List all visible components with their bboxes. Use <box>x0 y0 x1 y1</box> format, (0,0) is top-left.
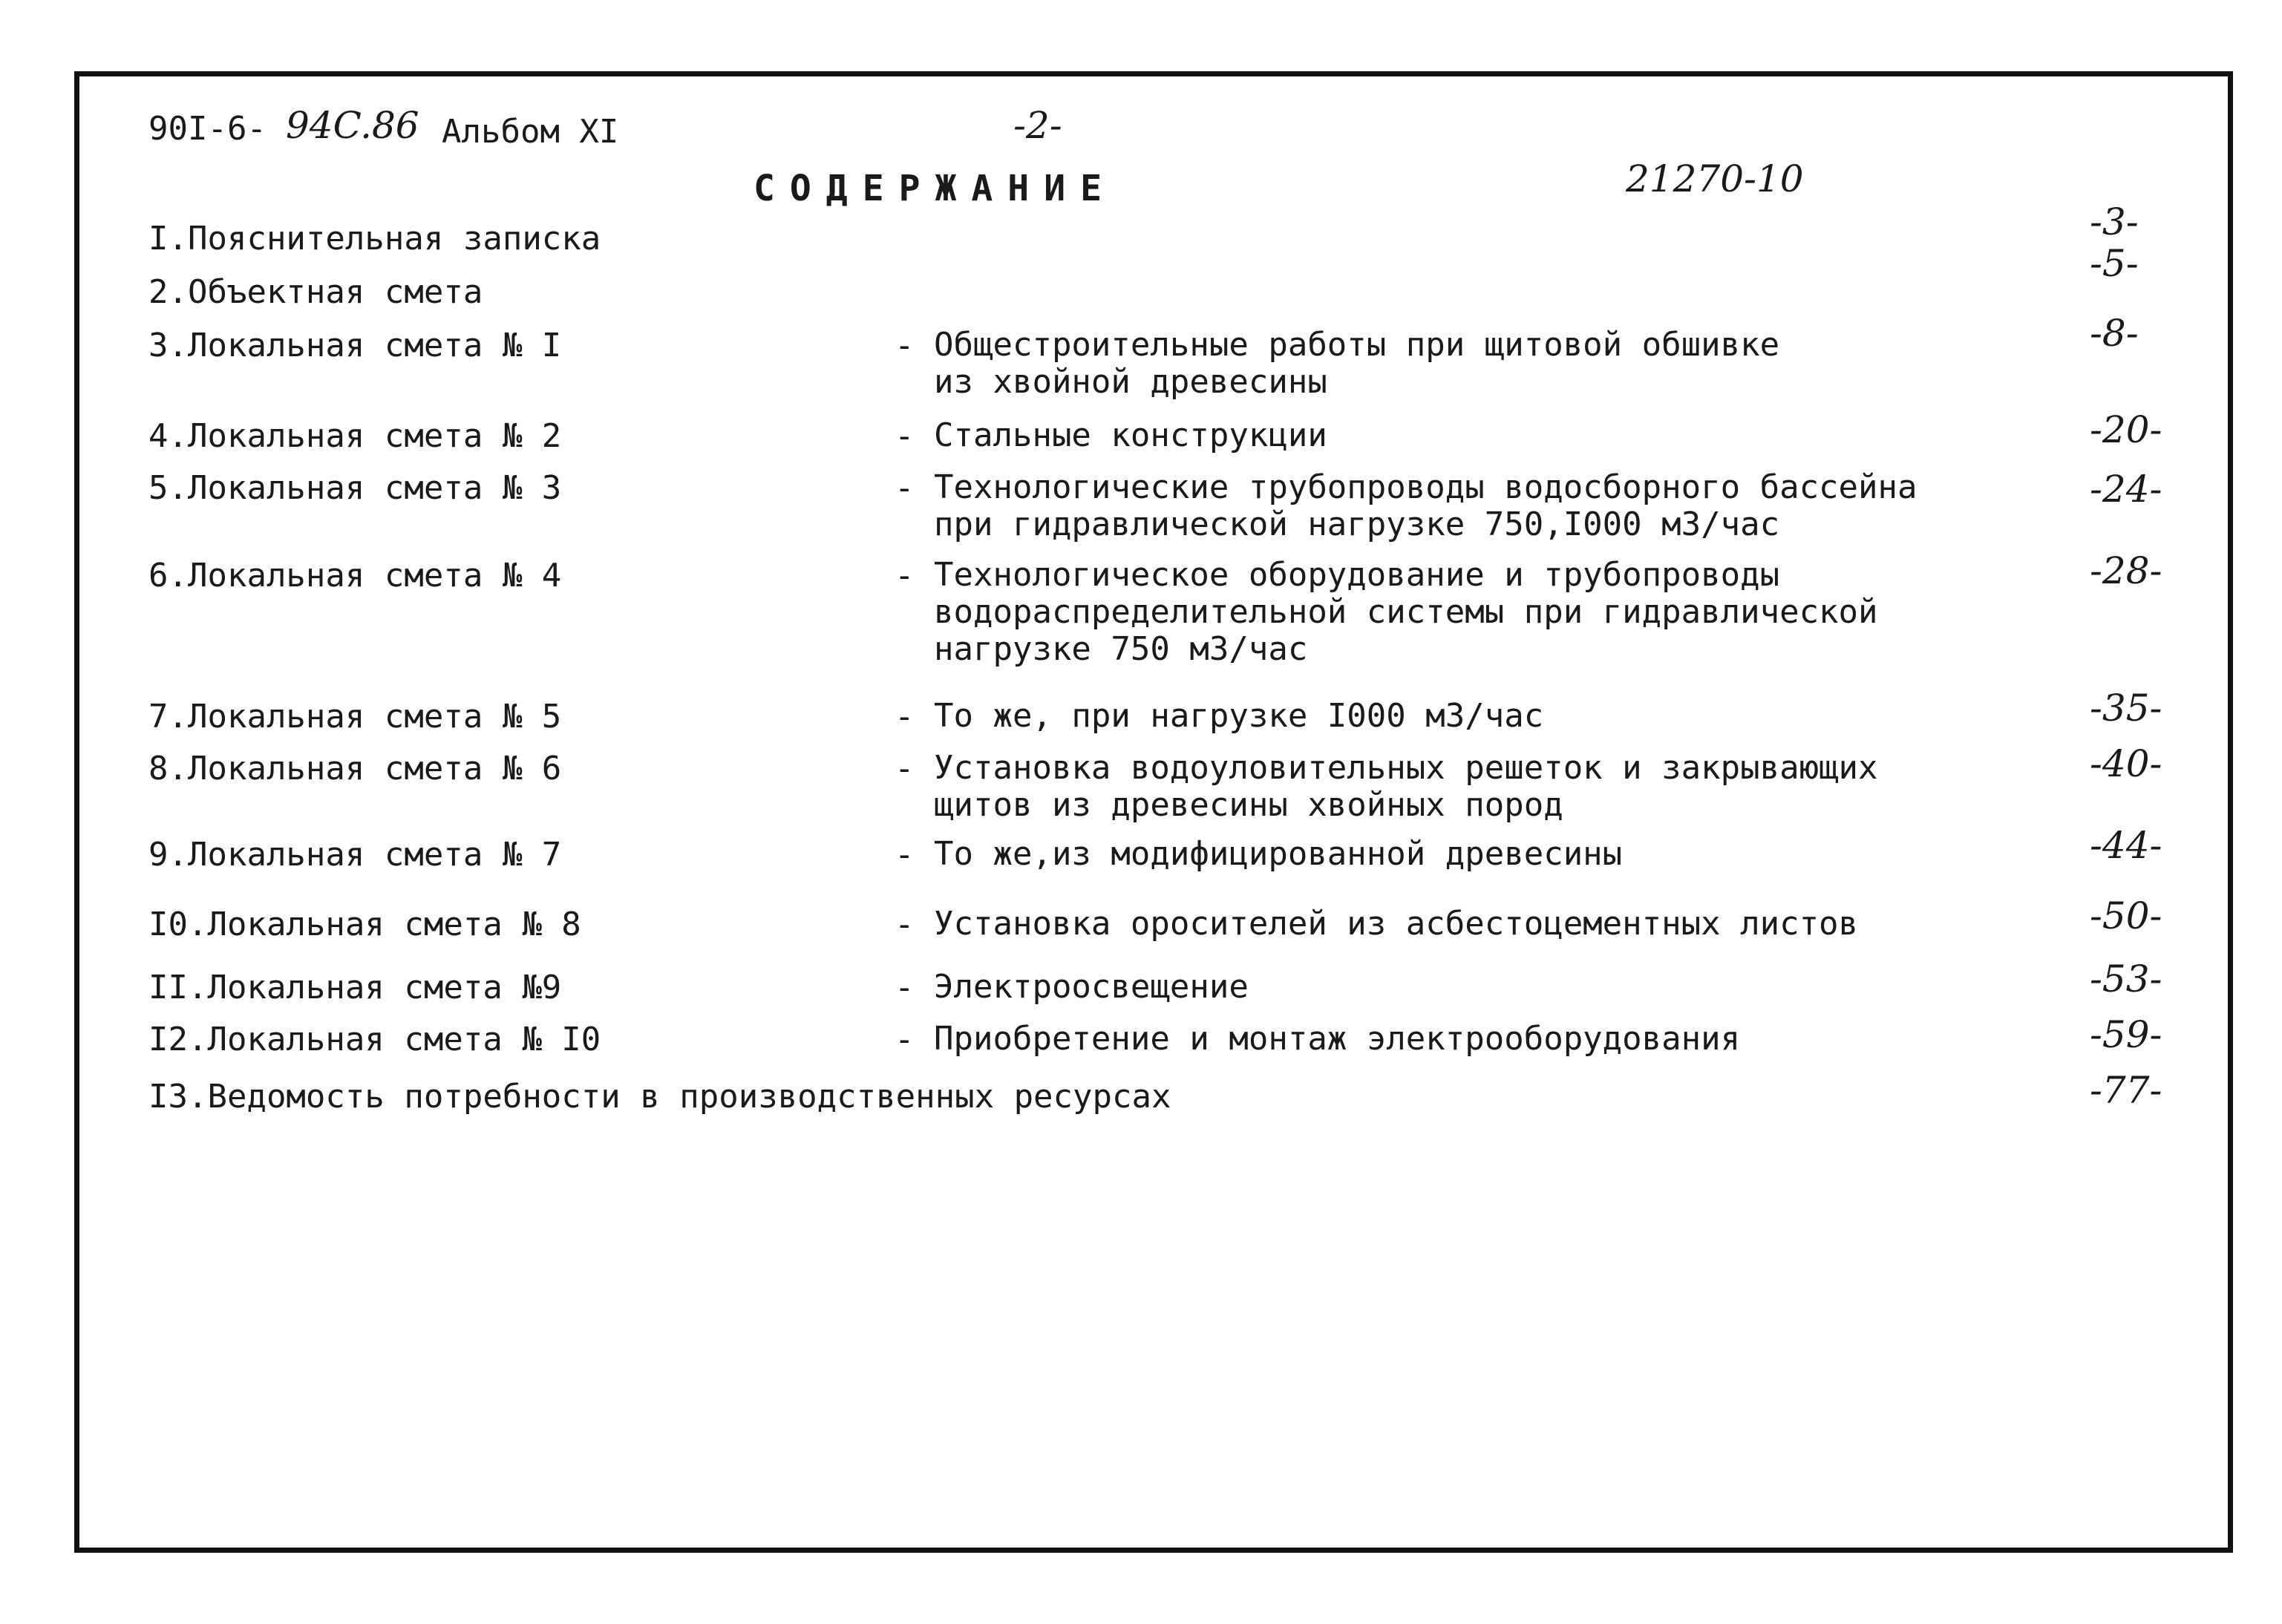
toc-entry-description-line: Технологическое оборудование и трубопроводы <box>934 556 1780 594</box>
toc-entry-page: -40- <box>2090 742 2162 785</box>
toc-entry-description-line: щитов из древесины хвойных пород <box>934 786 1563 824</box>
toc-entry-description <box>934 417 1327 454</box>
toc-entry-dash: - <box>895 327 915 364</box>
toc-entry-page: -35- <box>2090 687 2162 730</box>
doc-code-prefix: 90I-6- <box>148 110 267 148</box>
toc-entry-page: -50- <box>2090 894 2162 937</box>
toc-entry-page: -44- <box>2090 824 2162 867</box>
toc-entry-dash: - <box>895 969 915 1006</box>
doc-code-handwritten: 94C.86 <box>286 104 419 147</box>
toc-entry-description <box>934 469 1918 543</box>
toc-entry-description-line: Общестроительные работы при щитовой обшивке <box>934 326 1780 364</box>
toc-entry-label: 3.Локальная смета № I <box>148 327 562 364</box>
page-title: СОДЕРЖАНИЕ <box>753 168 1117 209</box>
toc-entry-page: -24- <box>2090 468 2162 511</box>
toc-entry-label: 6.Локальная смета № 4 <box>148 557 562 595</box>
toc-entry-description-line: Установка оросителей из асбестоцементных листов <box>934 905 1859 943</box>
toc-entry-page: -20- <box>2090 408 2162 451</box>
page-number: -2- <box>1013 104 1062 147</box>
toc-entry-label: II.Локальная смета №9 <box>148 969 562 1006</box>
album-label: Альбом XI <box>442 113 619 151</box>
toc-entry-page: -59- <box>2090 1013 2162 1056</box>
toc-entry-description <box>934 836 1622 873</box>
toc-entry-label: I3.Ведомость потребности в производственных ресурсах <box>148 1078 1171 1116</box>
toc-entry-label: I2.Локальная смета № I0 <box>148 1021 601 1058</box>
toc-entry-label: 4.Локальная смета № 2 <box>148 417 562 455</box>
toc-entry-dash: - <box>895 906 915 943</box>
toc-entry-description-line: водораспределительной системы при гидравлической <box>934 593 1878 631</box>
toc-entry-description-line: нагрузке 750 м3/час <box>934 630 1308 668</box>
toc-entry-page: -28- <box>2090 549 2162 592</box>
toc-entry-page: -77- <box>2090 1069 2162 1112</box>
toc-entry-dash: - <box>895 836 915 874</box>
toc-entry-page: -53- <box>2090 957 2162 1001</box>
toc-entry-page: -8- <box>2090 312 2139 355</box>
doc-number: 21270-10 <box>1626 157 1804 200</box>
toc-entry-description-line: Электроосвещение <box>934 968 1249 1006</box>
toc-entry-label: 9.Локальная смета № 7 <box>148 836 562 874</box>
toc-entry-description <box>934 750 1878 824</box>
toc-entry-description-line: Приобретение и монтаж электрооборудования <box>934 1020 1741 1058</box>
toc-entry-label: 7.Локальная смета № 5 <box>148 698 562 736</box>
toc-entry-description <box>934 906 1858 943</box>
toc-entry-dash: - <box>895 698 915 736</box>
toc-entry-description-line: из хвойной древесины <box>934 363 1327 401</box>
toc-entry-label: 2.Объектная смета <box>148 273 483 311</box>
toc-entry-dash: - <box>895 750 915 788</box>
toc-entry-description <box>934 969 1249 1006</box>
toc-entry-label: I.Пояснительная записка <box>148 220 601 258</box>
toc-entry-dash: - <box>895 557 915 595</box>
toc-entry-label: 5.Локальная смета № 3 <box>148 469 562 507</box>
toc-entry-dash: - <box>895 417 915 455</box>
toc-entry-description-line: Технологические трубопроводы водосборного бассейна <box>934 468 1918 506</box>
toc-entry-dash: - <box>895 469 915 507</box>
toc-entry-description <box>934 698 1543 735</box>
toc-entry-description <box>934 1021 1740 1058</box>
toc-entry-description-line: Стальные конструкции <box>934 416 1327 454</box>
toc-entry-description-line: при гидравлической нагрузке 750,I000 м3/час <box>934 505 1780 543</box>
toc-entry-label: 8.Локальная смета № 6 <box>148 750 562 788</box>
toc-entry-description <box>934 557 1878 668</box>
toc-entry-description-line: То же,из модифицированной древесины <box>934 835 1623 873</box>
toc-entry-description <box>934 327 1779 401</box>
toc-entry-label: I0.Локальная смета № 8 <box>148 906 581 943</box>
toc-entry-description-line: Установка водоуловительных решеток и закрывающих <box>934 749 1878 787</box>
toc-entry-dash: - <box>895 1021 915 1058</box>
toc-entry-description-line: То же, при нагрузке I000 м3/час <box>934 697 1544 735</box>
toc-entry-page: -3- <box>2090 200 2139 243</box>
toc-entry-page: -5- <box>2090 242 2139 285</box>
